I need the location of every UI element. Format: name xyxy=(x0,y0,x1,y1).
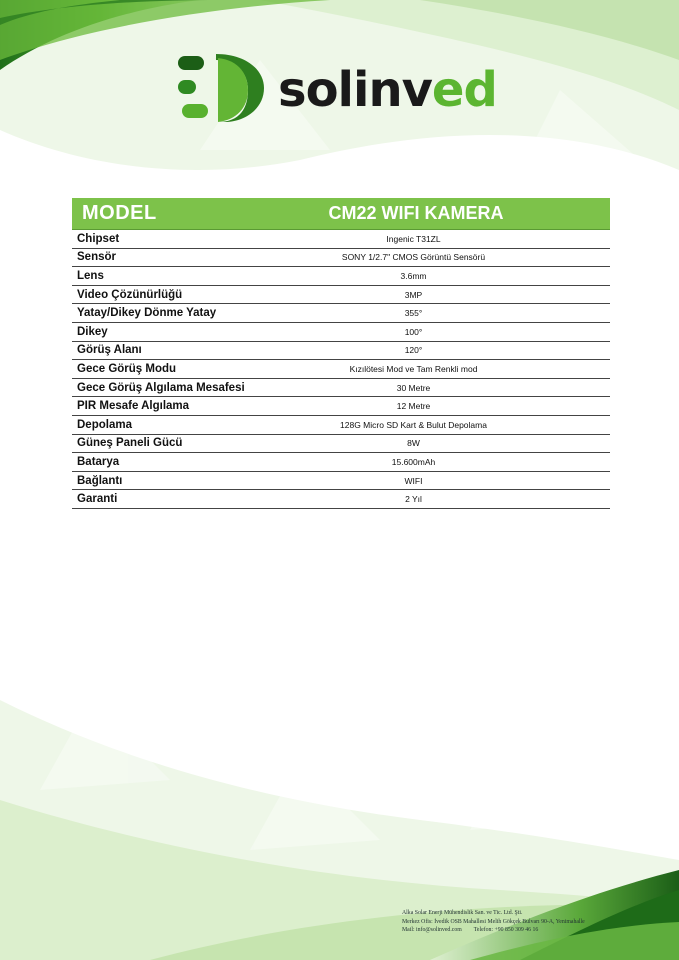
solinved-logo-mark xyxy=(178,50,268,130)
brand-name-main: solinv xyxy=(278,62,432,118)
spec-label: Görüş Alanı xyxy=(77,344,142,357)
footer-phone: Telefon: +90 850 309 46 16 xyxy=(473,927,539,933)
header-model: MODEL xyxy=(82,202,157,224)
footer-mail: Mail: info@solinved.com xyxy=(402,927,462,933)
table-row xyxy=(72,249,610,268)
header-product-title: CM22 WIFI KAMERA xyxy=(328,203,504,223)
table-row xyxy=(72,230,610,249)
table-row xyxy=(72,416,610,435)
spec-rows xyxy=(72,230,610,509)
spec-label: Lens xyxy=(77,269,104,282)
table-row xyxy=(72,379,610,398)
spec-label: Dikey xyxy=(77,325,108,338)
footer-contact xyxy=(402,926,585,935)
footer-company-name: Alka Solar Enerji Mühendislik San. ve Tic. Ltd. Şti. xyxy=(402,910,523,916)
spec-value: 100° xyxy=(404,326,423,337)
spec-label: Yatay/Dikey Dönme Yatay xyxy=(77,307,217,320)
spec-label: Depolama xyxy=(77,418,132,431)
spec-label: Batarya xyxy=(77,455,120,468)
footer-address: Merkez Ofis: İvedik OSB Mahallesi Melih Gökçek Bulvarı 90-A, Yenimahalle xyxy=(402,918,585,925)
spec-value: 30 Metre xyxy=(396,382,431,393)
spec-value: Kızılötesi Mod ve Tam Renkli mod xyxy=(349,363,478,374)
table-row xyxy=(72,453,610,472)
spec-label: Video Çözünürlüğü xyxy=(77,288,183,301)
table-row xyxy=(72,323,610,342)
table-row xyxy=(72,397,610,416)
spec-table xyxy=(72,198,610,509)
spec-value: 12 Metre xyxy=(396,401,431,412)
brand-wordmark xyxy=(278,60,497,120)
spec-value: 8W xyxy=(407,438,420,449)
table-row xyxy=(72,435,610,454)
spec-label: Gece Görüş Algılama Mesafesi xyxy=(77,381,245,394)
company-footer xyxy=(402,909,585,935)
table-row xyxy=(72,267,610,286)
table-row xyxy=(72,472,610,491)
table-row xyxy=(72,342,610,361)
table-row xyxy=(72,286,610,305)
table-row xyxy=(72,360,610,379)
spec-value: 3.6mm xyxy=(400,270,427,281)
spec-label: Chipset xyxy=(77,232,120,245)
spec-value: 128G Micro SD Kart & Bulut Depolama xyxy=(340,419,487,430)
spec-value: 3MP xyxy=(404,289,423,300)
spec-value: 355° xyxy=(404,308,423,319)
table-row xyxy=(72,304,610,323)
spec-value: 120° xyxy=(404,345,423,356)
spec-label: PIR Mesafe Algılama xyxy=(77,400,190,413)
spec-label: Bağlantı xyxy=(77,474,123,487)
spec-value: Ingenic T31ZL xyxy=(386,233,441,244)
solinved-logo xyxy=(178,50,508,130)
spec-value: 2 Yıl xyxy=(405,494,422,505)
spec-value: SONY 1/2.7" CMOS Görüntü Sensörü xyxy=(341,252,486,263)
spec-value: WIFI xyxy=(404,475,423,486)
spec-table-header xyxy=(72,198,610,230)
spec-value: 15.600mAh xyxy=(391,456,436,467)
table-row xyxy=(72,490,610,509)
spec-label: Güneş Paneli Gücü xyxy=(77,437,183,450)
spec-label: Sensör xyxy=(77,251,116,264)
spec-label: Garanti xyxy=(77,493,118,506)
spec-label: Gece Görüş Modu xyxy=(77,362,177,375)
brand-name-accent: ed xyxy=(431,62,497,118)
